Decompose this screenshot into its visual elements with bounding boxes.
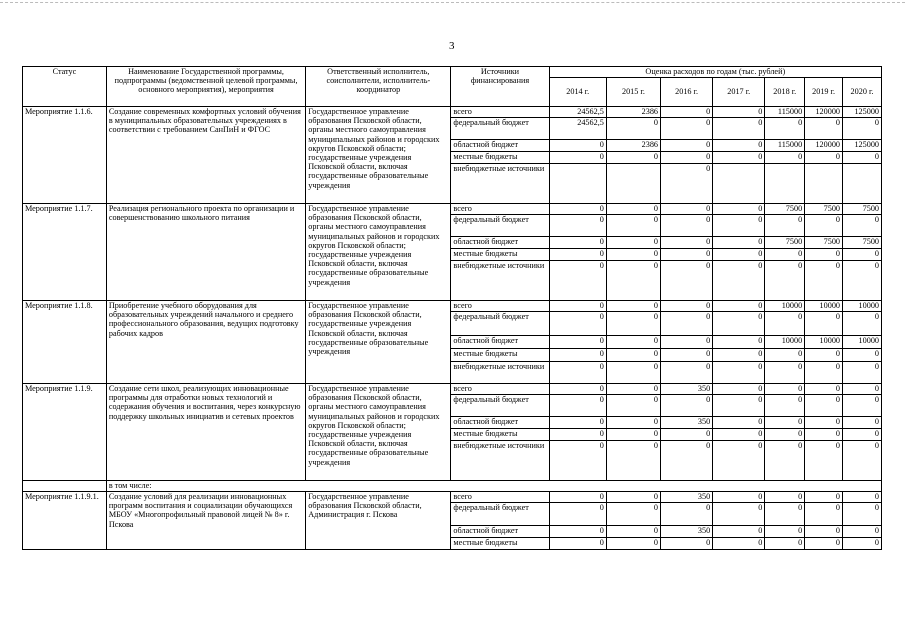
- amount-cell: 0: [713, 395, 765, 417]
- funding-source: внебюджетные источники: [451, 362, 549, 384]
- table-row: [23, 301, 882, 312]
- funding-source: внебюджетные источники: [451, 261, 549, 301]
- funding-source: федеральный бюджет: [451, 215, 549, 237]
- amount-cell: 0: [765, 215, 805, 237]
- measure-status: Мероприятие 1.1.9.1.: [23, 492, 107, 550]
- page-number: 3: [449, 40, 455, 52]
- amount-cell: [765, 164, 805, 204]
- header-source: Источники финансирования: [451, 67, 549, 107]
- amount-cell: 0: [805, 384, 843, 395]
- header-year: 2018 г.: [765, 78, 805, 107]
- funding-source: всего: [451, 301, 549, 312]
- measure-executor: Государственное управление образования Псковской области, органы местного самоуправления муниципальных районов и городских округов Псковской области; государственные учреждения Псковской области, включая государственные образовательные учреждения: [306, 384, 451, 481]
- measure-name: Реализация регионального проекта по организации и совершенствованию школьного питания: [106, 204, 305, 301]
- measure-name: Создание сети школ, реализующих инновационные программы для отработки новых технологий и содержания обучения и воспитания, через конкурсную поддержку школьных инициатив и сетевых проектов: [106, 384, 305, 481]
- amount-cell: 0: [843, 503, 882, 526]
- amount-cell: 0: [843, 395, 882, 417]
- table-body: [23, 107, 882, 550]
- amount-cell: 0: [661, 441, 713, 481]
- amount-cell: 0: [805, 349, 843, 362]
- amount-cell: 0: [713, 312, 765, 336]
- amount-cell: 0: [843, 152, 882, 164]
- amount-cell: 0: [713, 441, 765, 481]
- funding-source: внебюджетные источники: [451, 164, 549, 204]
- amount-cell: 0: [765, 362, 805, 384]
- amount-cell: 0: [606, 349, 660, 362]
- amount-cell: 0: [805, 362, 843, 384]
- amount-cell: 0: [713, 204, 765, 215]
- amount-cell: [606, 164, 660, 204]
- amount-cell: 0: [843, 384, 882, 395]
- amount-cell: 0: [661, 503, 713, 526]
- amount-cell: 24562,5: [549, 118, 606, 140]
- amount-cell: 120000: [805, 107, 843, 118]
- amount-cell: 0: [606, 362, 660, 384]
- amount-cell: 0: [765, 538, 805, 550]
- amount-cell: 0: [661, 429, 713, 441]
- amount-cell: 0: [843, 526, 882, 538]
- amount-cell: 0: [549, 384, 606, 395]
- amount-cell: 10000: [843, 336, 882, 349]
- measure-name: Приобретение учебного оборудования для образовательных учреждений начального и среднего профессионального образования, ведущих подготовку рабочих кадров: [106, 301, 305, 384]
- amount-cell: 0: [661, 215, 713, 237]
- funding-source: федеральный бюджет: [451, 503, 549, 526]
- header-year: 2014 г.: [549, 78, 606, 107]
- amount-cell: 0: [765, 312, 805, 336]
- funding-source: местные бюджеты: [451, 538, 549, 550]
- header-year: 2016 г.: [661, 78, 713, 107]
- scan-edge-line: [0, 2, 905, 3]
- amount-cell: 0: [805, 118, 843, 140]
- funding-source: областной бюджет: [451, 140, 549, 152]
- amount-cell: 0: [661, 395, 713, 417]
- amount-cell: 0: [843, 312, 882, 336]
- amount-cell: 0: [549, 349, 606, 362]
- amount-cell: 0: [606, 249, 660, 261]
- in-that-number-row: [23, 481, 882, 492]
- header-year: 2015 г.: [606, 78, 660, 107]
- amount-cell: 0: [549, 492, 606, 503]
- amount-cell: 0: [661, 237, 713, 249]
- amount-cell: 10000: [805, 301, 843, 312]
- amount-cell: [549, 164, 606, 204]
- amount-cell: 0: [765, 492, 805, 503]
- amount-cell: 125000: [843, 140, 882, 152]
- amount-cell: 350: [661, 417, 713, 429]
- funding-source: местные бюджеты: [451, 249, 549, 261]
- amount-cell: 0: [606, 215, 660, 237]
- amount-cell: 0: [661, 312, 713, 336]
- amount-cell: 0: [606, 118, 660, 140]
- amount-cell: 0: [549, 503, 606, 526]
- table-row: [23, 204, 882, 215]
- amount-cell: 0: [661, 118, 713, 140]
- funding-source: всего: [451, 107, 549, 118]
- amount-cell: [843, 164, 882, 204]
- amount-cell: 0: [549, 395, 606, 417]
- funding-source: всего: [451, 204, 549, 215]
- amount-cell: 7500: [765, 204, 805, 215]
- amount-cell: 10000: [765, 301, 805, 312]
- funding-source: федеральный бюджет: [451, 312, 549, 336]
- amount-cell: 0: [713, 237, 765, 249]
- amount-cell: 0: [805, 538, 843, 550]
- amount-cell: 350: [661, 526, 713, 538]
- amount-cell: 0: [549, 261, 606, 301]
- funding-source: федеральный бюджет: [451, 395, 549, 417]
- amount-cell: 0: [549, 249, 606, 261]
- amount-cell: 0: [805, 429, 843, 441]
- amount-cell: 0: [765, 349, 805, 362]
- amount-cell: 0: [843, 118, 882, 140]
- amount-cell: 0: [713, 249, 765, 261]
- amount-cell: 2386: [606, 140, 660, 152]
- amount-cell: 0: [606, 384, 660, 395]
- amount-cell: 0: [549, 312, 606, 336]
- amount-cell: 0: [713, 384, 765, 395]
- amount-cell: 2386: [606, 107, 660, 118]
- amount-cell: 0: [661, 261, 713, 301]
- funding-source: федеральный бюджет: [451, 118, 549, 140]
- amount-cell: 115000: [765, 140, 805, 152]
- amount-cell: 0: [606, 429, 660, 441]
- amount-cell: 7500: [843, 204, 882, 215]
- header-year: 2020 г.: [843, 78, 882, 107]
- amount-cell: 0: [661, 349, 713, 362]
- amount-cell: 0: [843, 349, 882, 362]
- amount-cell: 0: [606, 204, 660, 215]
- amount-cell: 0: [661, 249, 713, 261]
- amount-cell: 0: [606, 336, 660, 349]
- amount-cell: 125000: [843, 107, 882, 118]
- table-row: [23, 107, 882, 118]
- measure-status: Мероприятие 1.1.7.: [23, 204, 107, 301]
- amount-cell: 0: [805, 503, 843, 526]
- amount-cell: 0: [765, 417, 805, 429]
- amount-cell: 0: [843, 429, 882, 441]
- header-estimate: Оценка расходов по годам (тыс. рублей): [549, 67, 881, 78]
- funding-source: местные бюджеты: [451, 429, 549, 441]
- amount-cell: 7500: [805, 204, 843, 215]
- amount-cell: 0: [606, 237, 660, 249]
- amount-cell: 0: [606, 492, 660, 503]
- amount-cell: 0: [606, 538, 660, 550]
- amount-cell: 0: [549, 441, 606, 481]
- amount-cell: 7500: [843, 237, 882, 249]
- header-year: 2017 г.: [713, 78, 765, 107]
- amount-cell: 0: [843, 417, 882, 429]
- amount-cell: 0: [661, 107, 713, 118]
- amount-cell: 0: [549, 152, 606, 164]
- amount-cell: 0: [765, 395, 805, 417]
- amount-cell: 0: [549, 336, 606, 349]
- amount-cell: 0: [549, 237, 606, 249]
- amount-cell: 0: [713, 118, 765, 140]
- amount-cell: 0: [843, 215, 882, 237]
- amount-cell: 0: [549, 362, 606, 384]
- amount-cell: 0: [805, 526, 843, 538]
- in-that-number-label: в том числе:: [106, 481, 881, 492]
- measure-name: Создание условий для реализации инновационных программ воспитания и социализации обучающихся МБОУ «Многопрофильный правовой лицей № 8» г. Пскова: [106, 492, 305, 550]
- funding-source: областной бюджет: [451, 417, 549, 429]
- amount-cell: 0: [661, 140, 713, 152]
- amount-cell: 0: [805, 215, 843, 237]
- table-row: [23, 492, 882, 503]
- amount-cell: 0: [765, 429, 805, 441]
- amount-cell: 0: [805, 417, 843, 429]
- funding-source: всего: [451, 384, 549, 395]
- amount-cell: 0: [843, 492, 882, 503]
- amount-cell: 0: [713, 140, 765, 152]
- amount-cell: 0: [713, 261, 765, 301]
- amount-cell: 10000: [843, 301, 882, 312]
- amount-cell: 350: [661, 384, 713, 395]
- amount-cell: 115000: [765, 107, 805, 118]
- header-name: Наименование Государственной программы, подпрограммы (ведомственной целевой программы, основного мероприятия), мероприятия: [106, 67, 305, 107]
- amount-cell: 0: [805, 312, 843, 336]
- amount-cell: 0: [661, 301, 713, 312]
- amount-cell: 120000: [805, 140, 843, 152]
- table-row: [23, 384, 882, 395]
- amount-cell: 0: [661, 164, 713, 204]
- header-executor: Ответственный исполнитель, соисполнители, исполнитель-координатор: [306, 67, 451, 107]
- amount-cell: 0: [765, 441, 805, 481]
- measure-status: Мероприятие 1.1.6.: [23, 107, 107, 204]
- amount-cell: 0: [843, 441, 882, 481]
- amount-cell: 0: [765, 261, 805, 301]
- funding-source: местные бюджеты: [451, 349, 549, 362]
- amount-cell: 0: [713, 417, 765, 429]
- measure-executor: Государственное управление образования Псковской области, органы местного самоуправления муниципальных районов и городских округов Псковской области; государственные учреждения Псковской области, включая государственные образовательные учреждения: [306, 204, 451, 301]
- amount-cell: 7500: [765, 237, 805, 249]
- amount-cell: 0: [606, 395, 660, 417]
- amount-cell: 0: [606, 441, 660, 481]
- amount-cell: 0: [549, 301, 606, 312]
- amount-cell: 0: [713, 526, 765, 538]
- amount-cell: 0: [549, 140, 606, 152]
- amount-cell: 0: [713, 336, 765, 349]
- measure-executor: Государственное управление образования Псковской области, Администрация г. Пскова: [306, 492, 451, 550]
- amount-cell: 0: [713, 152, 765, 164]
- amount-cell: 0: [549, 429, 606, 441]
- amount-cell: 0: [843, 362, 882, 384]
- amount-cell: 0: [549, 215, 606, 237]
- amount-cell: 0: [549, 538, 606, 550]
- amount-cell: 0: [713, 107, 765, 118]
- amount-cell: 0: [713, 503, 765, 526]
- amount-cell: 0: [661, 362, 713, 384]
- measure-status: Мероприятие 1.1.8.: [23, 301, 107, 384]
- amount-cell: 0: [713, 301, 765, 312]
- amount-cell: 0: [765, 503, 805, 526]
- amount-cell: 0: [805, 152, 843, 164]
- amount-cell: 0: [606, 261, 660, 301]
- amount-cell: 0: [549, 204, 606, 215]
- amount-cell: 0: [843, 261, 882, 301]
- amount-cell: 0: [661, 336, 713, 349]
- funding-source: областной бюджет: [451, 336, 549, 349]
- amount-cell: 0: [661, 204, 713, 215]
- amount-cell: [805, 164, 843, 204]
- amount-cell: 0: [549, 417, 606, 429]
- amount-cell: 10000: [765, 336, 805, 349]
- amount-cell: 0: [713, 429, 765, 441]
- amount-cell: 0: [661, 152, 713, 164]
- amount-cell: 24562,5: [549, 107, 606, 118]
- amount-cell: 0: [765, 249, 805, 261]
- amount-cell: 0: [805, 441, 843, 481]
- measure-status: Мероприятие 1.1.9.: [23, 384, 107, 481]
- amount-cell: 0: [713, 215, 765, 237]
- amount-cell: 0: [843, 538, 882, 550]
- amount-cell: 0: [765, 384, 805, 395]
- amount-cell: 350: [661, 492, 713, 503]
- amount-cell: 0: [805, 492, 843, 503]
- amount-cell: 0: [713, 349, 765, 362]
- amount-cell: 0: [606, 417, 660, 429]
- funding-source: внебюджетные источники: [451, 441, 549, 481]
- amount-cell: 0: [805, 261, 843, 301]
- amount-cell: 7500: [805, 237, 843, 249]
- header-status: Статус: [23, 67, 107, 107]
- expenditure-table: [22, 66, 882, 550]
- amount-cell: 0: [713, 538, 765, 550]
- measure-name: Создание современных комфортных условий обучения в муниципальных образовательных учреждениях в соответствии с требованием СанПиН и ФГОС: [106, 107, 305, 204]
- amount-cell: 0: [843, 249, 882, 261]
- amount-cell: 0: [805, 249, 843, 261]
- amount-cell: 0: [549, 526, 606, 538]
- amount-cell: 0: [606, 312, 660, 336]
- header-year: 2019 г.: [805, 78, 843, 107]
- amount-cell: 0: [765, 526, 805, 538]
- amount-cell: 0: [606, 526, 660, 538]
- amount-cell: 0: [765, 118, 805, 140]
- funding-source: областной бюджет: [451, 526, 549, 538]
- amount-cell: 0: [805, 395, 843, 417]
- amount-cell: 0: [606, 301, 660, 312]
- amount-cell: 0: [765, 152, 805, 164]
- amount-cell: 0: [661, 538, 713, 550]
- amount-cell: 0: [606, 152, 660, 164]
- amount-cell: [713, 164, 765, 204]
- amount-cell: 0: [713, 492, 765, 503]
- funding-source: всего: [451, 492, 549, 503]
- funding-source: областной бюджет: [451, 237, 549, 249]
- amount-cell: 0: [713, 362, 765, 384]
- amount-cell: 10000: [805, 336, 843, 349]
- blank-cell: [23, 481, 107, 492]
- measure-executor: Государственное управление образования Псковской области, органы местного самоуправления муниципальных районов и городских округов Псковской области; государственные учреждения Псковской области, включая государственные образовательные учреждения: [306, 107, 451, 204]
- funding-source: местные бюджеты: [451, 152, 549, 164]
- amount-cell: 0: [606, 503, 660, 526]
- measure-executor: Государственное управление образования Псковской области, государственные учреждения Псковской области, включая государственные образовательные учреждения: [306, 301, 451, 384]
